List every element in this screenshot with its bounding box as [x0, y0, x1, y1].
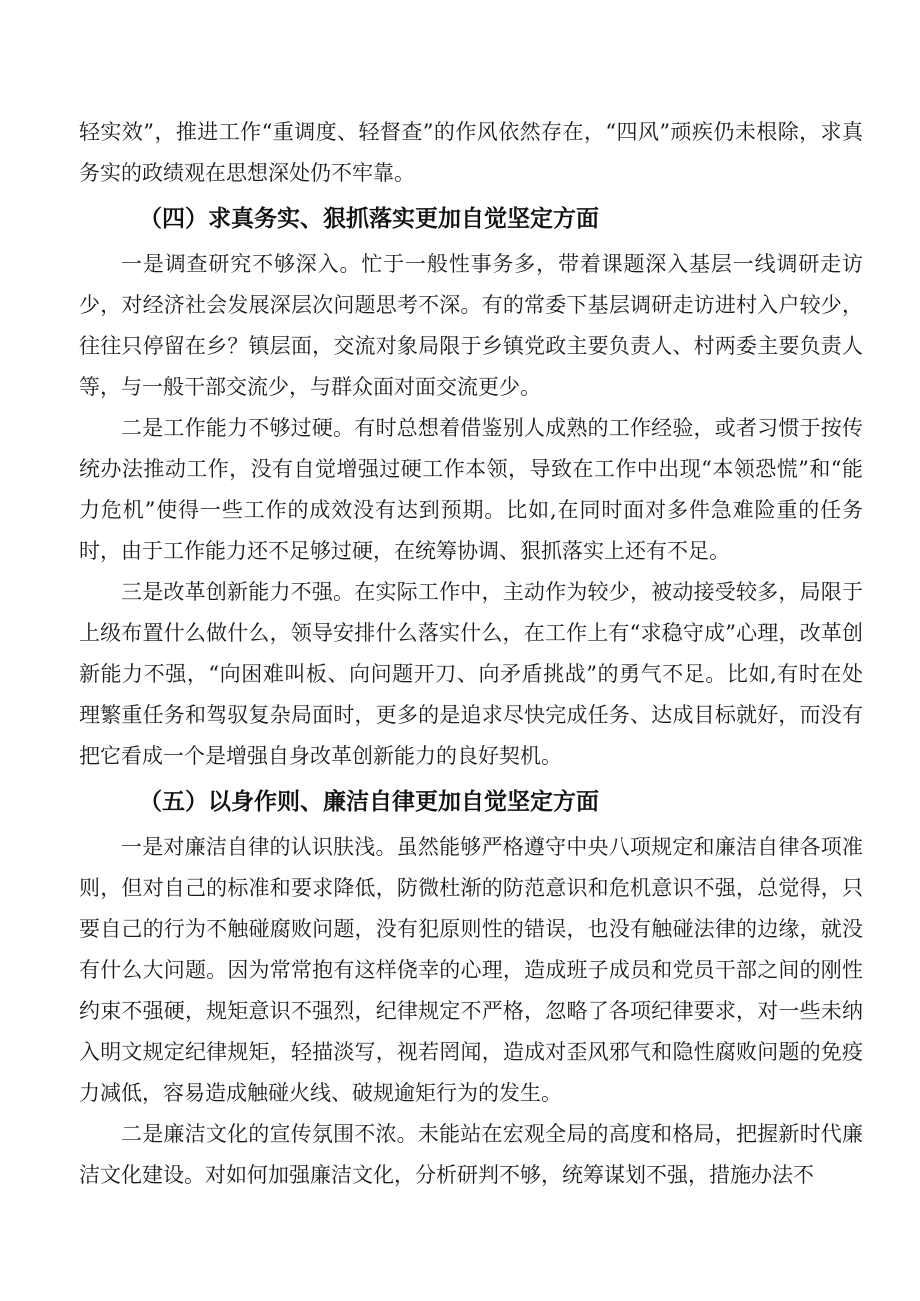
paragraph-integrity-culture: 二是廉洁文化的宣传氛围不浓。未能站在宏观全局的高度和格局，把握新时代廉洁文化建设。对如何加强廉洁文化，分析研判不够，统筹谋划不强，措施办法不 [79, 1122, 863, 1187]
section-heading-5: （五）以身作则、廉洁自律更加自觉坚定方面 [139, 789, 599, 815]
paragraph-investigation-research: 一是调查研究不够深入。忙于一般性事务多，带着课题深入基层一线调研走访少，对经济社会发展深层次问题思考不深。有的常委下基层调研走访进村入户较少，往往只停留在乡？镇层面，交流对象局限于乡镇党政主要负责人、村两委主要负责人等，与一般干部交流少，与群众面对面交流更少。 [79, 252, 863, 399]
section-heading-4: （四）求真务实、狠抓落实更加自觉坚定方面 [139, 206, 599, 232]
paragraph-continued: 轻实效”，推进工作“重调度、轻督查”的作风依然存在，“四风”顽疾仍未根除，求真务实的政绩观在思想深处仍不牢靠。 [79, 120, 863, 185]
paragraph-work-ability: 二是工作能力不够过硬。有时总想着借鉴别人成熟的工作经验，或者习惯于按传统办法推动工作，没有自觉增强过硬工作本领，导致在工作中出现“本领恐慌”和“能力危机”使得一些工作的成效没有达到预期。比如,在同时面对多件急难险重的任务时，由于工作能力还不足够过硬，在统筹协调、狠抓落实上还有不足。 [79, 416, 863, 563]
paragraph-reform-innovation: 三是改革创新能力不强。在实际工作中，主动作为较少，被动接受较多，局限于上级布置什么做什么，领导安排什么落实什么，在工作上有“求稳守成”心理，改革创新能力不强，“向困难叫板、向问题开刀、向矛盾挑战”的勇气不足。比如,有时在处理繁重任务和驾驭复杂局面时，更多的是追求尽快完成任务、达成目标就好，而没有把它看成一个是增强自身改革创新能力的良好契机。 [79, 580, 863, 768]
document-body [79, 112, 863, 1196]
paragraph-integrity-awareness: 一是对廉洁自律的认识肤浅。虽然能够严格遵守中央八项规定和廉洁自律各项准则，但对自己的标准和要求降低，防微杜渐的防范意识和危机意识不强，总觉得，只要自己的行为不触碰腐败问题，没有犯原则性的错误，也没有触碰法律的边缘，就没有什么大问题。因为常常抱有这样侥幸的心理，造成班子成员和党员干部之间的刚性约束不强硬，规矩意识不强烈，纪律规定不严格，忽略了各项纪律要求，对一些未纳入明文规定纪律规矩，轻描淡写，视若罔闻，造成对歪风邪气和隐性腐败问题的免疫力减低，容易造成触碰火线、破规逾矩行为的发生。 [79, 835, 863, 1105]
